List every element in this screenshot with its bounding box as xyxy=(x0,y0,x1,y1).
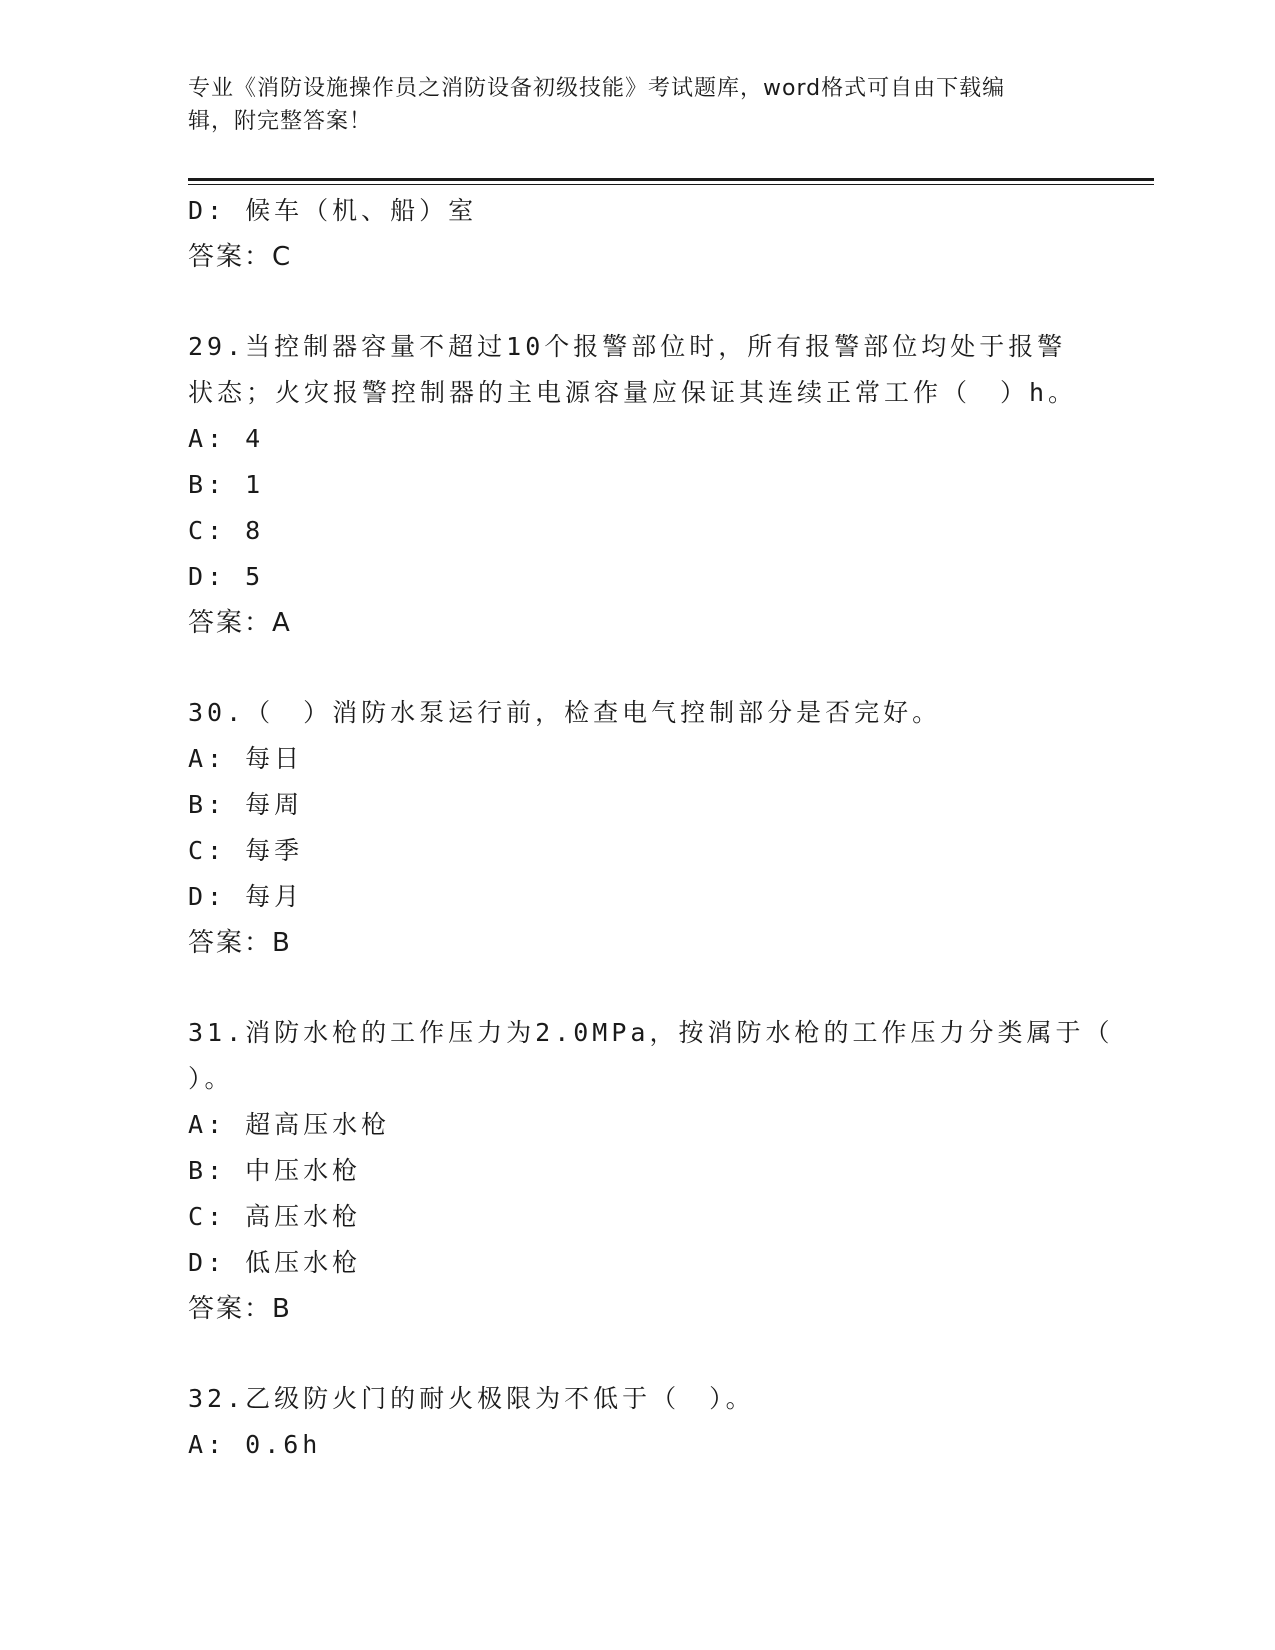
question-stem: 状态；火灾报警控制器的主电源容量应保证其连续正常工作（ ）h。 xyxy=(188,378,1078,407)
option-b: B: 1 xyxy=(188,470,265,499)
option-a: A: 超高压水枪 xyxy=(188,1110,391,1139)
spacer xyxy=(188,1332,1088,1376)
option-d: D: 低压水枪 xyxy=(188,1248,362,1277)
question-stem: 32.乙级防火门的耐火极限为不低于（ ）。 xyxy=(188,1384,755,1413)
question-list xyxy=(188,188,1114,1468)
question-stem: 31.消防水枪的工作压力为2.0MPa，按消防水枪的工作压力分类属于（ xyxy=(188,1018,1114,1047)
question-30 xyxy=(188,690,1088,966)
option-d: D: 5 xyxy=(188,562,265,591)
question-32 xyxy=(188,1376,1088,1468)
option-b: B: 中压水枪 xyxy=(188,1156,362,1185)
header-note-line: 专业《消防设施操作员之消防设备初级技能》考试题库，word格式可自由下载编 xyxy=(188,76,1006,101)
answer-line: 答案：B xyxy=(188,928,292,958)
option-a: A: 4 xyxy=(188,424,265,453)
option-b: B: 每周 xyxy=(188,790,304,819)
option-d: D: 每月 xyxy=(188,882,304,911)
answer-line: 答案：C xyxy=(188,242,293,272)
option-d: D: 候车（机、船）室 xyxy=(188,196,478,225)
option-c: C: 高压水枪 xyxy=(188,1202,362,1231)
header-divider-thick xyxy=(188,178,1154,181)
option-a: A: 0.6h xyxy=(188,1430,322,1459)
header-note xyxy=(188,72,1068,138)
spacer xyxy=(188,646,1088,690)
option-c: C: 8 xyxy=(188,516,265,545)
question-31 xyxy=(188,1010,1114,1332)
question-stem: 30.（ ）消防水泵运行前，检查电气控制部分是否完好。 xyxy=(188,698,942,727)
spacer xyxy=(188,280,1088,324)
question-stem: ）。 xyxy=(188,1064,234,1093)
question-29 xyxy=(188,324,1088,646)
question-stem: 29.当控制器容量不超过10个报警部位时，所有报警部位均处于报警 xyxy=(188,332,1067,361)
header-divider-thin xyxy=(188,184,1154,185)
header-note-line: 辑，附完整答案！ xyxy=(188,109,373,134)
option-c: C: 每季 xyxy=(188,836,304,865)
option-a: A: 每日 xyxy=(188,744,304,773)
answer-line: 答案：B xyxy=(188,1294,292,1324)
answer-line: 答案：A xyxy=(188,608,292,638)
spacer xyxy=(188,966,1088,1010)
